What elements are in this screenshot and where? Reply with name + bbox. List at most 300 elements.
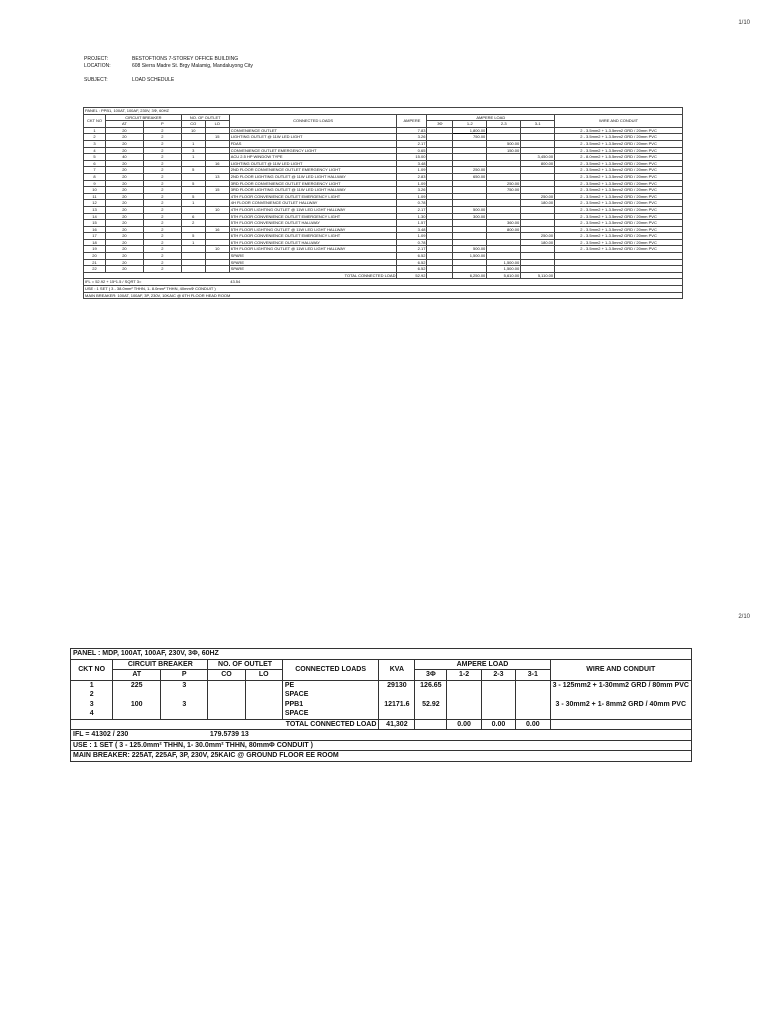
cell-phase-3-1 — [521, 147, 555, 154]
cell-ampere: 1.09 — [397, 233, 427, 240]
cell-p — [161, 690, 208, 700]
cell-ckt-no: 16 — [84, 226, 106, 233]
cell-wire-conduit — [555, 253, 683, 260]
cell-phase-1-2 — [453, 147, 487, 154]
ifl-formula: IFL = 52.92 + 15*1.5 / SQRT 3= — [84, 279, 230, 286]
main-breaker-spec: MAIN BREAKER: 225AT, 225AF, 3P, 230V, 25KAIC @ GROUND FLOOR EE ROOM — [71, 751, 692, 762]
ifl-value: 43.54 — [229, 279, 682, 286]
cell-wire-conduit: 2 - 3.5mm2 + 1-3.5mm2 GRD / 20mm PVC — [555, 220, 683, 227]
header-no-of-outlet: NO. OF OUTLET — [208, 659, 282, 670]
cell-3ph — [427, 246, 453, 253]
cell-lo — [205, 147, 229, 154]
cell-p: 2 — [143, 134, 181, 141]
cell-at: 20 — [105, 226, 143, 233]
cell-3ph — [427, 134, 453, 141]
cell-3ph — [427, 253, 453, 260]
cell-p: 2 — [143, 180, 181, 187]
cell-phase-3-1 — [521, 246, 555, 253]
cell-connected-load: 4H FLOOR CONVENIENCE OUTLET HALLWAY — [229, 200, 397, 207]
cell-phase-2-3: 1,500.00 — [487, 266, 521, 273]
cell-phase-2-3: 500.00 — [487, 140, 521, 147]
cell-at: 20 — [105, 259, 143, 266]
cell-ampere: 3.26 — [397, 134, 427, 141]
cell-ckt-no: 19 — [84, 246, 106, 253]
header-kva: KVA — [379, 659, 415, 680]
cell-3ph — [427, 206, 453, 213]
cell-ampere: 1.57 — [397, 220, 427, 227]
cell-phase-2-3 — [487, 233, 521, 240]
total-phase-1-2: 6,250.00 — [453, 272, 487, 279]
cell-lo — [245, 700, 282, 710]
cell-phase-1-2: 1,500.00 — [453, 253, 487, 260]
cell-ampere: 1.09 — [397, 167, 427, 174]
cell-phase-2-3 — [487, 134, 521, 141]
cell-connected-load: SPARE — [229, 259, 397, 266]
cell-phase-2-3 — [487, 160, 521, 167]
cell-ckt-no: 14 — [84, 213, 106, 220]
cell-lo — [205, 180, 229, 187]
cell-phase-1-2 — [453, 233, 487, 240]
cell-wire-conduit: 2 - 8.0mm2 + 1-5.5mm2 GRD / 20mm PVC — [555, 154, 683, 161]
cell-3ph — [427, 259, 453, 266]
table-row — [84, 134, 683, 141]
cell-wire-conduit: 2 - 3.5mm2 + 1-3.5mm2 GRD / 20mm PVC — [555, 206, 683, 213]
cell-p: 2 — [143, 206, 181, 213]
cell-lo — [205, 253, 229, 260]
cell-ampere: 3.48 — [397, 160, 427, 167]
cell-3ph — [427, 266, 453, 273]
cell-3ph — [427, 193, 453, 200]
table-row — [84, 239, 683, 246]
header-ampere: AMPERE — [397, 114, 427, 127]
cell-phase-1-2 — [453, 239, 487, 246]
cell-phase-1-2 — [453, 193, 487, 200]
cell-wire-conduit: 2 - 3.5mm2 + 1-3.5mm2 GRD / 20mm PVC — [555, 193, 683, 200]
total-phase-2-3: 5,610.00 — [487, 272, 521, 279]
total-phase-3-1: 0.00 — [516, 719, 550, 730]
cell-phase-1-2 — [453, 200, 487, 207]
cell-wire-conduit: 2 - 3.5mm2 + 1-3.5mm2 GRD / 20mm PVC — [555, 147, 683, 154]
cell-co — [208, 709, 245, 719]
load-schedule-table-mdp — [70, 648, 692, 762]
cell-ampere: 3.48 — [397, 226, 427, 233]
cell-lo — [205, 200, 229, 207]
use-spec: USE : 1 SET ( 3 - 38.0mm² THHN, 1- 8.0mm² THHN, 40mmΦ CONDUIT ) — [84, 286, 683, 293]
cell-ampere: 7.83 — [397, 127, 427, 134]
header-ampere-load: AMPERE LOAD — [427, 114, 555, 121]
cell-connected-load: 6TH FLOOR LIGHTING OUTLET @ 11W LED LIGHT HALLWAY — [229, 246, 397, 253]
cell-phase-3-1 — [521, 220, 555, 227]
cell-phase-3-1: 180.00 — [521, 200, 555, 207]
cell-lo — [205, 239, 229, 246]
cell-ckt-no: 1 — [71, 680, 113, 690]
cell-ckt-no: 17 — [84, 233, 106, 240]
table-row — [84, 220, 683, 227]
table-row — [84, 213, 683, 220]
cell-phase-2-3: 150.00 — [487, 147, 521, 154]
table-row — [84, 173, 683, 180]
main-breaker-spec: MAIN BREAKER: 100AT, 100AF, 3P, 230V, 10KAIC @ 6TH FLOOR HEAD ROOM — [84, 292, 683, 299]
cell-co: 3 — [181, 147, 205, 154]
cell-connected-load: 2ND FLOOR LIGHTING OUTLET @ 11W LED LIGHT HALLWAY — [229, 173, 397, 180]
cell-phase-1-2 — [447, 700, 481, 710]
cell-co: 10 — [181, 127, 205, 134]
header-p: P — [161, 670, 208, 681]
cell-phase-1-2: 500.00 — [453, 246, 487, 253]
cell-at: 20 — [105, 147, 143, 154]
cell-wire-conduit: 2 - 3.5mm2 + 1-3.5mm2 GRD / 20mm PVC — [555, 246, 683, 253]
cell-wire-conduit: 2 - 3.5mm2 + 1-3.5mm2 GRD / 20mm PVC — [555, 213, 683, 220]
cell-ampere: 2.83 — [397, 173, 427, 180]
cell-3ph — [427, 167, 453, 174]
cell-3ph — [427, 187, 453, 194]
cell-co: 2 — [181, 220, 205, 227]
cell-3ph — [427, 220, 453, 227]
total-phase-3-1: 5,110.00 — [521, 272, 555, 279]
table-row — [84, 193, 683, 200]
cell-ckt-no: 11 — [84, 193, 106, 200]
header-lo: LO — [205, 121, 229, 128]
cell-phase-2-3 — [481, 690, 515, 700]
cell-at: 20 — [105, 134, 143, 141]
cell-phase-2-3 — [487, 253, 521, 260]
cell-phase-2-3 — [481, 700, 515, 710]
cell-at: 20 — [105, 127, 143, 134]
cell-phase-1-2: 1,800.00 — [453, 127, 487, 134]
cell-phase-2-3 — [487, 213, 521, 220]
header-phase-1-2: 1-2 — [453, 121, 487, 128]
table-row — [84, 253, 683, 260]
cell-phase-2-3: 800.00 — [487, 226, 521, 233]
cell-lo: 15 — [205, 187, 229, 194]
header-wire-conduit: WIRE AND CONDUIT — [555, 114, 683, 127]
cell-kva: 12171.6 — [379, 700, 415, 710]
cell-connected-load: SPARE — [229, 266, 397, 273]
cell-connected-load: 6TH FLOOR CONVENIENCE OUTLET HALLWAY — [229, 239, 397, 246]
cell-at: 20 — [105, 187, 143, 194]
cell-connected-load: CONVENIENCE OUTLET — [229, 127, 397, 134]
cell-connected-load: CONVENIENCE OUTLET EMERGENCY LIGHT — [229, 147, 397, 154]
total-phase-1-2: 0.00 — [447, 719, 481, 730]
cell-lo: 10 — [205, 246, 229, 253]
panel-title: PANEL : PPB1, 100AT, 100AF, 230V, 3Φ, 60HZ — [84, 108, 683, 115]
table-row — [84, 187, 683, 194]
cell-at: 20 — [105, 239, 143, 246]
cell-phase-1-2 — [453, 226, 487, 233]
cell-phase-3-1 — [516, 700, 550, 710]
project-name: BESTOFTIONS 7-STOREY OFFICE BUILDING — [132, 56, 239, 62]
cell-phase-2-3 — [487, 173, 521, 180]
cell-phase-2-3: 360.00 — [487, 220, 521, 227]
cell-ckt-no: 18 — [84, 239, 106, 246]
cell-at: 20 — [105, 193, 143, 200]
cell-lo — [205, 266, 229, 273]
cell-phase-3-1 — [516, 680, 550, 690]
cell-3ph — [427, 140, 453, 147]
cell-lo — [205, 233, 229, 240]
cell-kva: 29130 — [379, 680, 415, 690]
cell-ckt-no: 13 — [84, 206, 106, 213]
cell-3ph — [427, 147, 453, 154]
cell-ckt-no: 5 — [84, 154, 106, 161]
subject-value: LOAD SCHEDULE — [132, 77, 175, 83]
cell-p: 3 — [161, 700, 208, 710]
cell-at: 20 — [105, 220, 143, 227]
cell-lo — [205, 213, 229, 220]
cell-lo — [205, 193, 229, 200]
cell-phase-1-2 — [447, 680, 481, 690]
cell-co — [208, 690, 245, 700]
cell-ckt-no: 8 — [84, 173, 106, 180]
cell-p: 2 — [143, 239, 181, 246]
cell-phase-2-3 — [481, 709, 515, 719]
cell-phase-1-2 — [453, 187, 487, 194]
cell-p: 2 — [143, 173, 181, 180]
cell-p: 3 — [161, 680, 208, 690]
cell-p: 2 — [143, 200, 181, 207]
header-phase-3-1: 3-1 — [521, 121, 555, 128]
cell-co — [208, 700, 245, 710]
cell-at: 20 — [105, 233, 143, 240]
cell-co — [181, 266, 205, 273]
cell-ckt-no: 4 — [71, 709, 113, 719]
cell-ampere: 0.65 — [397, 147, 427, 154]
cell-at: 40 — [105, 154, 143, 161]
cell-3ph — [427, 226, 453, 233]
cell-wire-conduit: 2 - 3.5mm2 + 1-3.5mm2 GRD / 20mm PVC — [555, 140, 683, 147]
cell-3ph — [427, 213, 453, 220]
cell-p: 2 — [143, 213, 181, 220]
cell-p: 2 — [143, 266, 181, 273]
cell-phase-1-2 — [453, 220, 487, 227]
cell-at: 20 — [105, 266, 143, 273]
cell-at: 20 — [105, 173, 143, 180]
cell-phase-3-1 — [521, 127, 555, 134]
cell-co: 1 — [181, 140, 205, 147]
header-wire-conduit: WIRE AND CONDUIT — [550, 659, 691, 680]
load-schedule-table-ppb1 — [83, 107, 683, 299]
cell-phase-1-2 — [453, 266, 487, 273]
cell-p: 2 — [143, 154, 181, 161]
header-circuit-breaker: CIRCUIT BREAKER — [113, 659, 208, 670]
cell-ampere: 15.00 — [397, 154, 427, 161]
cell-at: 20 — [105, 253, 143, 260]
table-row — [84, 246, 683, 253]
header-phase-1-2: 1-2 — [447, 670, 481, 681]
cell-3ph — [427, 173, 453, 180]
cell-co: 5 — [181, 180, 205, 187]
cell-lo — [245, 680, 282, 690]
cell-phase-2-3 — [487, 127, 521, 134]
header-lo: LO — [245, 670, 282, 681]
document-header — [84, 56, 253, 84]
cell-ampere: 2.17 — [397, 206, 427, 213]
cell-phase-3-1 — [521, 180, 555, 187]
cell-co: 1 — [181, 200, 205, 207]
cell-connected-load: PE — [282, 680, 379, 690]
cell-3ph — [427, 239, 453, 246]
cell-at: 225 — [113, 680, 161, 690]
cell-ampere: 0.78 — [397, 200, 427, 207]
table-row — [71, 680, 692, 690]
cell-phase-2-3: 750.00 — [487, 187, 521, 194]
total-ampere: 52.92 — [397, 272, 427, 279]
cell-phase-3-1: 800.00 — [521, 160, 555, 167]
cell-co — [181, 134, 205, 141]
project-label: PROJECT: — [84, 56, 109, 62]
cell-lo — [205, 127, 229, 134]
cell-p: 2 — [143, 187, 181, 194]
table-row — [84, 167, 683, 174]
cell-wire-conduit: 2 - 3.5mm2 + 1-3.5mm2 GRD / 20mm PVC — [555, 226, 683, 233]
cell-wire-conduit: 2 - 3.5mm2 + 1-3.5mm2 GRD / 20mm PVC — [555, 127, 683, 134]
cell-ckt-no: 20 — [84, 253, 106, 260]
cell-phase-3-1: 250.00 — [521, 233, 555, 240]
cell-wire-conduit: 3 - 30mm2 + 1- 8mm2 GRD / 40mm PVC — [550, 700, 691, 710]
cell-wire-conduit — [550, 709, 691, 719]
cell-wire-conduit — [555, 266, 683, 273]
cell-co — [181, 206, 205, 213]
total-connected-load-label: TOTAL CONNECTED LOAD — [84, 272, 397, 279]
cell-phase-2-3: 1,500.00 — [487, 259, 521, 266]
header-co: CO — [181, 121, 205, 128]
cell-phase-3-1 — [521, 134, 555, 141]
cell-co — [181, 160, 205, 167]
cell-at: 20 — [105, 180, 143, 187]
cell-phase-3-1 — [521, 253, 555, 260]
cell-wire-conduit: 3 - 125mm2 + 1-30mm2 GRD / 80mm PVC — [550, 680, 691, 690]
cell-phase-1-2: 650.00 — [453, 173, 487, 180]
cell-wire-conduit: 2 - 3.5mm2 + 1-3.5mm2 GRD / 20mm PVC — [555, 167, 683, 174]
total-phase-2-3: 0.00 — [481, 719, 515, 730]
cell-3ph: 126.65 — [415, 680, 447, 690]
header-connected-loads: CONNECTED LOADS — [229, 114, 397, 127]
cell-ckt-no: 21 — [84, 259, 106, 266]
cell-wire-conduit: 2 - 3.5mm2 + 1-3.5mm2 GRD / 20mm PVC — [555, 200, 683, 207]
cell-lo: 16 — [205, 160, 229, 167]
header-ckt-no: CKT NO — [84, 114, 106, 127]
cell-at: 20 — [105, 200, 143, 207]
cell-3ph: 52.92 — [415, 700, 447, 710]
cell-ampere: 2.17 — [397, 140, 427, 147]
header-3ph: 3Φ — [415, 670, 447, 681]
cell-phase-3-1 — [521, 259, 555, 266]
cell-at: 20 — [105, 206, 143, 213]
cell-p: 2 — [143, 127, 181, 134]
cell-co: 5 — [181, 167, 205, 174]
cell-at — [113, 690, 161, 700]
cell-at: 20 — [105, 140, 143, 147]
page-number-2: 2/10 — [738, 614, 750, 620]
cell-connected-load: SPARE — [229, 253, 397, 260]
cell-at: 100 — [113, 700, 161, 710]
header-p: P — [143, 121, 181, 128]
cell-wire-conduit — [550, 690, 691, 700]
cell-ampere: 6.52 — [397, 253, 427, 260]
table-row — [84, 180, 683, 187]
cell-co: 5 — [181, 233, 205, 240]
cell-phase-2-3 — [487, 206, 521, 213]
cell-3ph — [427, 127, 453, 134]
cell-at: 20 — [105, 246, 143, 253]
cell-p — [161, 709, 208, 719]
cell-wire-conduit: 2 - 3.5mm2 + 1-3.5mm2 GRD / 20mm PVC — [555, 233, 683, 240]
cell-phase-3-1 — [521, 140, 555, 147]
cell-connected-load: 4TH FLOOR CONVENIENCE OUTLET EMERGENCY LIGHT — [229, 193, 397, 200]
cell-lo — [205, 167, 229, 174]
table-row — [71, 700, 692, 710]
cell-co — [181, 246, 205, 253]
cell-connected-load: LIGHTING OUTLET @ 11W LED LIGHT — [229, 160, 397, 167]
cell-at — [113, 709, 161, 719]
cell-ckt-no: 9 — [84, 180, 106, 187]
cell-ampere: 3.26 — [397, 187, 427, 194]
cell-ckt-no: 2 — [71, 690, 113, 700]
header-at: AT — [113, 670, 161, 681]
table-row — [84, 233, 683, 240]
cell-phase-2-3 — [487, 167, 521, 174]
cell-phase-1-2 — [453, 259, 487, 266]
header-circuit-breaker: CIRCUIT BREAKER — [105, 114, 181, 121]
cell-connected-load: 3RD FLOOR LIGHTING OUTLET @ 11W LED LIGHT HALLWAY — [229, 187, 397, 194]
cell-connected-load: SPACE — [282, 709, 379, 719]
table-row — [84, 140, 683, 147]
cell-3ph — [427, 233, 453, 240]
cell-lo — [245, 690, 282, 700]
cell-ampere: 1.09 — [397, 193, 427, 200]
cell-3ph — [415, 709, 447, 719]
subject-label: SUBJECT: — [84, 77, 108, 83]
cell-lo: 10 — [205, 206, 229, 213]
cell-connected-load: 4TH FLOOR LIGHTING OUTLET @ 11W LED LIGHT HALLWAY — [229, 206, 397, 213]
cell-phase-3-1 — [521, 187, 555, 194]
cell-co: 5 — [181, 193, 205, 200]
table-row — [84, 226, 683, 233]
cell-lo — [205, 220, 229, 227]
header-phase-3-1: 3-1 — [516, 670, 550, 681]
cell-phase-3-1: 3,450.00 — [521, 154, 555, 161]
cell-phase-1-2: 500.00 — [453, 206, 487, 213]
cell-co — [181, 187, 205, 194]
table-row — [84, 154, 683, 161]
cell-connected-load: 6TH FLOOR CONVENIENCE OUTLET EMERGENCY LIGHT — [229, 233, 397, 240]
cell-connected-load: 5TH FLOOR CONVENIENCE OUTLET EMERGENCY LIGHT — [229, 213, 397, 220]
cell-connected-load: 2ND FLOOR CONVENIENCE OUTLET EMERGENCY LIGHT — [229, 167, 397, 174]
cell-connected-load: SPACE — [282, 690, 379, 700]
table-row — [84, 147, 683, 154]
header-phase-2-3: 2-3 — [487, 121, 521, 128]
cell-3ph — [415, 690, 447, 700]
table-row — [71, 709, 692, 719]
header-no-of-outlet: NO. OF OUTLET — [181, 114, 229, 121]
cell-connected-load: LIGHTING OUTLET @ 11W LED LIGHT — [229, 134, 397, 141]
table-row — [71, 690, 692, 700]
location-label: LOCATION: — [84, 63, 111, 69]
cell-phase-2-3 — [487, 200, 521, 207]
cell-ckt-no: 1 — [84, 127, 106, 134]
cell-co — [208, 680, 245, 690]
cell-ckt-no: 3 — [71, 700, 113, 710]
header-phase-2-3: 2-3 — [481, 670, 515, 681]
ifl-value: 179.5739 13 — [208, 730, 692, 741]
cell-wire-conduit: 2 - 3.5mm2 + 1-3.5mm2 GRD / 20mm PVC — [555, 160, 683, 167]
cell-phase-2-3 — [481, 680, 515, 690]
cell-p: 2 — [143, 220, 181, 227]
cell-lo: 15 — [205, 134, 229, 141]
cell-at: 20 — [105, 160, 143, 167]
cell-phase-1-2: 750.00 — [453, 134, 487, 141]
page-number: 1/10 — [738, 20, 750, 26]
